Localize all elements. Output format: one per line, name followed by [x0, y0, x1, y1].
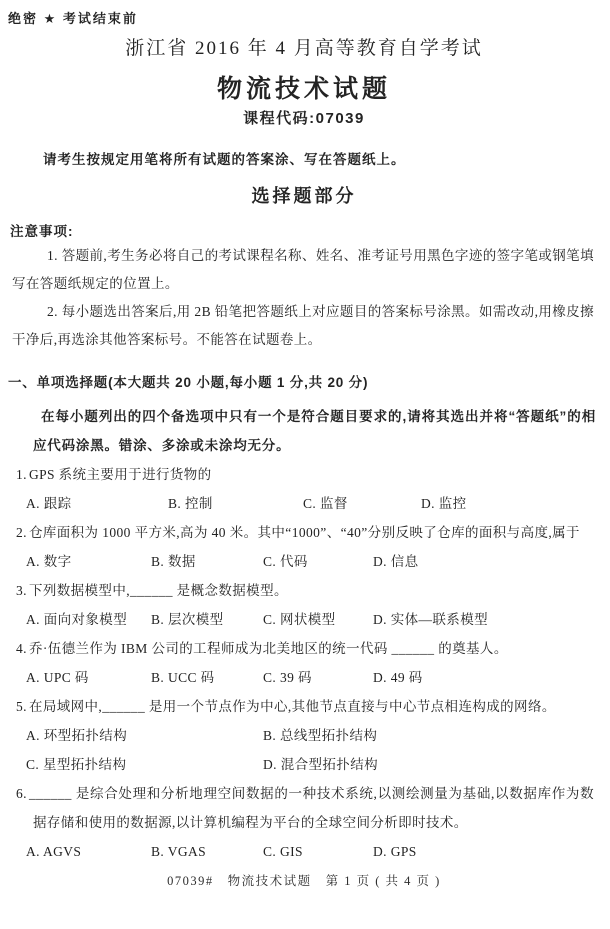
part-one-instruction: 在每小题列出的四个备选项中只有一个是符合题目要求的,请将其选出并将“答题纸”的相应代码涂黑。错涂、多涂或未涂均无分。 — [33, 409, 596, 453]
question-1 — [8, 460, 600, 518]
question-number: 2. — [16, 525, 27, 540]
question-number: 1. — [16, 467, 27, 482]
options-grid — [8, 721, 600, 779]
question-4 — [8, 634, 600, 692]
section-title: 选择题部分 — [251, 186, 357, 206]
option-c: C. 监督 — [303, 496, 348, 511]
option-d: D. GPS — [373, 844, 417, 859]
question-5 — [8, 692, 600, 779]
options-row — [8, 605, 600, 634]
question-text: GPS 系统主要用于进行货物的 — [28, 467, 212, 482]
option-c: C. 代码 — [263, 554, 308, 569]
question-text: ______ 是综合处理和分析地理空间数据的一种技术系统,以测绘测量为基础,以数据库作为数据存储和使用的数据源,以计算机编程为平台的全球空间分析即时技术。 — [28, 786, 594, 830]
part-one-heading: 一、单项选择题(本大题共 20 小题,每小题 1 分,共 20 分) — [8, 375, 369, 390]
question-stem — [8, 518, 600, 547]
notes-heading: 注意事项: — [10, 224, 74, 239]
answer-sheet-instruction: 请考生按规定用笔将所有试题的答案涂、写在答题纸上。 — [43, 152, 406, 167]
options-row — [8, 663, 600, 692]
question-3 — [8, 576, 600, 634]
note-item-1: 1. 答题前,考生务必将自己的考试课程名称、姓名、准考证号用黑色字迹的签字笔或钢笔填写在答题纸规定的位置上。 — [12, 248, 594, 291]
option-b: B. 总线型拓扑结构 — [263, 728, 378, 743]
question-2 — [8, 518, 600, 576]
question-stem — [8, 460, 600, 489]
paper-title: 物流技术试题 — [216, 75, 391, 103]
question-text: 乔·伍德兰作为 IBM 公司的工程师成为北美地区的统一代码 ______ 的奠基人。 — [28, 641, 508, 656]
options-row — [8, 837, 600, 866]
option-c: C. GIS — [263, 844, 303, 859]
question-number: 4. — [16, 641, 27, 656]
note-item-2: 2. 每小题选出答案后,用 2B 铅笔把答题纸上对应题目的答案标号涂黑。如需改动,用橡皮擦干净后,再选涂其他答案标号。不能答在试题卷上。 — [12, 304, 594, 347]
course-code: 课程代码:07039 — [243, 110, 365, 127]
question-text: 仓库面积为 1000 平方米,高为 40 米。其中“1000”、“40”分别反映了仓库的面积与高度,属于 — [28, 525, 580, 540]
option-d: D. 49 码 — [373, 670, 423, 685]
option-a: A. 跟踪 — [26, 496, 72, 511]
option-a: A. 数字 — [26, 554, 72, 569]
question-stem — [8, 576, 600, 605]
options-row — [8, 489, 600, 518]
question-list — [8, 460, 600, 866]
question-text: 在局域网中,______ 是用一个节点作为中心,其他节点直接与中心节点相连构成的网络。 — [28, 699, 556, 714]
option-c: C. 网状模型 — [263, 612, 336, 627]
page-footer: 07039# 物流技术试题 第 1 页 ( 共 4 页 ) — [167, 874, 441, 888]
exam-session-title: 浙江省 2016 年 4 月高等教育自学考试 — [125, 38, 483, 59]
option-b: B. VGAS — [151, 844, 207, 859]
question-stem — [8, 634, 600, 663]
option-c: C. 星型拓扑结构 — [26, 757, 127, 772]
option-a: A. AGVS — [26, 844, 82, 859]
question-number: 3. — [16, 583, 27, 598]
option-d: D. 监控 — [421, 496, 467, 511]
option-d: D. 混合型拓扑结构 — [263, 757, 378, 772]
option-b: B. UCC 码 — [151, 670, 215, 685]
option-b: B. 控制 — [168, 496, 213, 511]
option-a: A. UPC 码 — [26, 670, 89, 685]
option-b: B. 层次模型 — [151, 612, 224, 627]
question-number: 6. — [16, 786, 27, 801]
option-d: D. 实体—联系模型 — [373, 612, 488, 627]
option-a: A. 环型拓扑结构 — [26, 728, 128, 743]
option-c: C. 39 码 — [263, 670, 312, 685]
option-a: A. 面向对象模型 — [26, 612, 128, 627]
option-b: B. 数据 — [151, 554, 196, 569]
option-d: D. 信息 — [373, 554, 419, 569]
question-number: 5. — [16, 699, 27, 714]
question-stem — [8, 692, 600, 721]
question-6 — [8, 779, 600, 866]
options-row — [8, 547, 600, 576]
question-text: 下列数据模型中,______ 是概念数据模型。 — [28, 583, 288, 598]
question-stem — [8, 779, 600, 837]
secrecy-label: 绝密 ★ 考试结束前 — [8, 11, 138, 26]
